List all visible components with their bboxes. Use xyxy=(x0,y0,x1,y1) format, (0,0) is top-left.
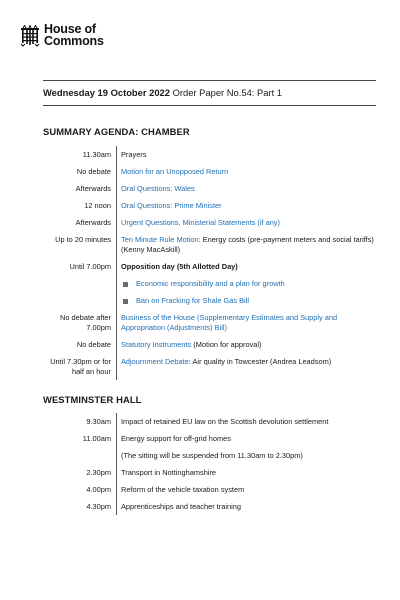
agenda-item xyxy=(116,413,376,430)
agenda-row xyxy=(43,180,376,197)
logo-line-1: House of xyxy=(44,22,96,36)
agenda-item xyxy=(116,292,376,309)
agenda-item xyxy=(116,464,376,481)
westminster-section-title: WESTMINSTER HALL xyxy=(43,394,142,405)
agenda-time xyxy=(43,275,116,292)
agenda-row xyxy=(43,430,376,447)
order-paper-heading xyxy=(43,87,282,98)
header-bottom-rule xyxy=(43,105,376,106)
agenda-time: 4.30pm xyxy=(86,502,111,511)
agenda-item xyxy=(116,353,376,380)
agenda-link[interactable]: Ban on Fracking for Shale Gas Bill xyxy=(136,296,249,305)
agenda-text: Impact of retained EU law on the Scottish devolution settlement xyxy=(121,417,329,426)
agenda-time: No debate xyxy=(76,167,111,176)
agenda-time: Up to 20 minutes xyxy=(55,235,111,244)
chamber-agenda xyxy=(43,146,376,380)
agenda-time: 9.30am xyxy=(86,417,111,426)
agenda-link[interactable]: Oral Questions: Prime Minister xyxy=(121,201,222,210)
portcullis-icon xyxy=(20,25,40,47)
agenda-item xyxy=(116,197,376,214)
agenda-time xyxy=(43,447,116,464)
agenda-link[interactable]: Adjournment Debate xyxy=(121,357,189,366)
agenda-row xyxy=(43,163,376,180)
agenda-text: (The sitting will be suspended from 11.30am to 2.30pm) xyxy=(121,451,303,460)
agenda-item xyxy=(116,180,376,197)
agenda-item xyxy=(116,258,376,275)
agenda-time: No debate xyxy=(76,340,111,349)
agenda-text: Apprenticeships and teacher training xyxy=(121,502,241,511)
chamber-section-title: SUMMARY AGENDA: CHAMBER xyxy=(43,126,190,137)
agenda-row xyxy=(43,353,376,380)
agenda-time: 4.00pm xyxy=(86,485,111,494)
square-bullet-icon xyxy=(123,299,128,304)
agenda-time: Afterwards xyxy=(75,184,111,193)
agenda-time: Afterwards xyxy=(75,218,111,227)
agenda-item xyxy=(116,146,376,163)
agenda-text: Transport in Nottinghamshire xyxy=(121,468,217,477)
agenda-link[interactable]: Business of the House (Supplementary Estimates and Supply and Appropriation (Adjustments) Bill) xyxy=(121,313,338,332)
agenda-link[interactable]: Ten Minute Rule Motion xyxy=(121,235,199,244)
agenda-row xyxy=(43,292,376,309)
agenda-text: Energy support for off-grid homes xyxy=(121,434,231,443)
agenda-link[interactable]: Economic responsibility and a plan for growth xyxy=(136,279,285,288)
agenda-time: No debate after 7.00pm xyxy=(60,313,111,332)
agenda-time: 2.30pm xyxy=(86,468,111,477)
agenda-item xyxy=(116,336,376,353)
order-paper-number: Order Paper No.54: Part 1 xyxy=(172,87,283,98)
agenda-row xyxy=(43,336,376,353)
agenda-link[interactable]: Statutory Instruments xyxy=(121,340,192,349)
westminster-agenda xyxy=(43,413,376,515)
agenda-item xyxy=(116,309,376,336)
agenda-time xyxy=(43,292,116,309)
agenda-time: 11.30am xyxy=(82,150,111,159)
agenda-time: 12 noon xyxy=(84,201,111,210)
agenda-item xyxy=(116,214,376,231)
order-paper-date: Wednesday 19 October 2022 xyxy=(43,87,170,98)
agenda-text: : Energy costs (pre-payment meters and social tariffs) (Kenny MacAskill) xyxy=(121,235,374,254)
agenda-item xyxy=(116,430,376,447)
agenda-link[interactable]: Oral Questions: Wales xyxy=(121,184,195,193)
agenda-time: Until 7.30pm or for half an hour xyxy=(50,357,111,376)
agenda-row xyxy=(43,309,376,336)
agenda-text: Reform of the vehicle taxation system xyxy=(121,485,245,494)
agenda-item xyxy=(116,481,376,498)
agenda-text: (Motion for approval) xyxy=(191,340,262,349)
agenda-text: : Air quality in Towcester (Andrea Leadsom) xyxy=(188,357,332,366)
agenda-item xyxy=(116,447,376,464)
header-top-rule xyxy=(43,80,376,81)
agenda-row xyxy=(43,258,376,275)
agenda-link[interactable]: Motion for an Unopposed Return xyxy=(121,167,229,176)
agenda-row xyxy=(43,498,376,515)
agenda-row xyxy=(43,197,376,214)
agenda-row xyxy=(43,447,376,464)
house-of-commons-logo xyxy=(20,24,104,47)
agenda-time: Until 7.00pm xyxy=(69,262,111,271)
square-bullet-icon xyxy=(123,282,128,287)
agenda-link[interactable]: Urgent Questions, Ministerial Statements (if any) xyxy=(121,218,280,227)
agenda-row xyxy=(43,481,376,498)
agenda-time: 11.00am xyxy=(82,434,111,443)
agenda-row xyxy=(43,214,376,231)
agenda-item xyxy=(116,498,376,515)
agenda-row xyxy=(43,146,376,163)
agenda-text: Prayers xyxy=(121,150,147,159)
agenda-row xyxy=(43,231,376,258)
agenda-row xyxy=(43,464,376,481)
logo-wordmark xyxy=(44,24,104,47)
logo-line-2: Commons xyxy=(44,33,104,48)
agenda-item xyxy=(116,163,376,180)
agenda-row xyxy=(43,413,376,430)
agenda-row xyxy=(43,275,376,292)
agenda-item xyxy=(116,231,376,258)
agenda-item xyxy=(116,275,376,292)
agenda-bold-text: Opposition day (5th Allotted Day) xyxy=(121,262,238,271)
